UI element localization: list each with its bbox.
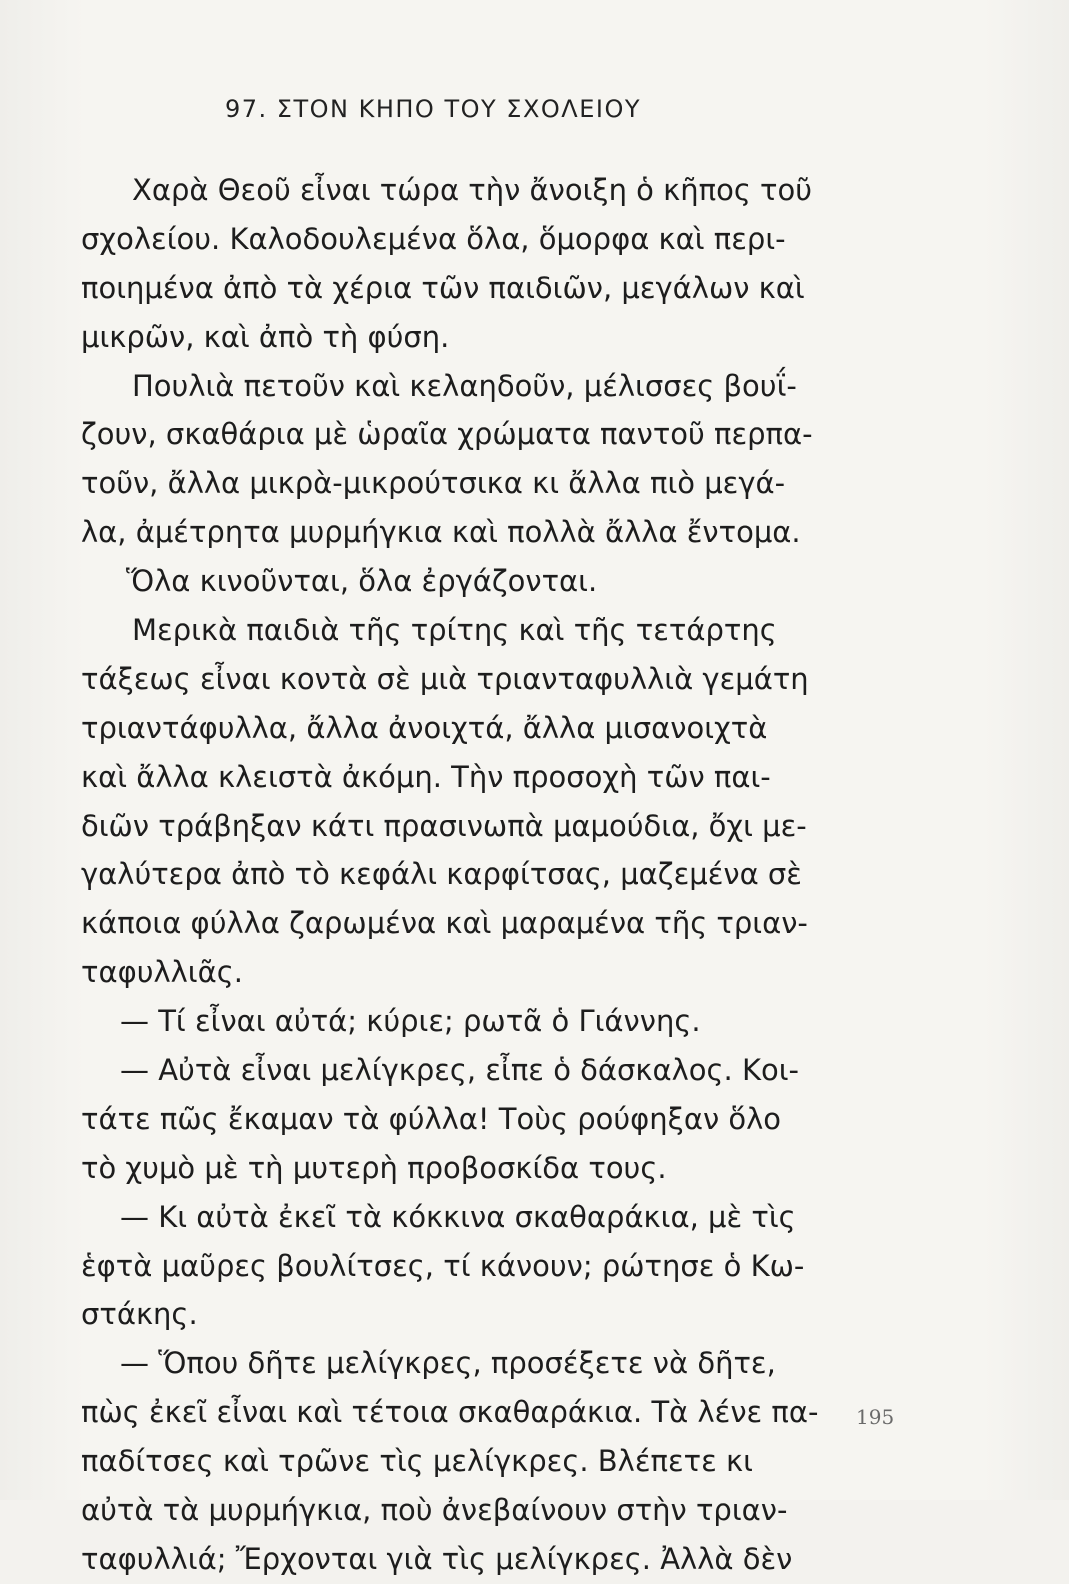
text-line: μικρῶν, καὶ ἀπὸ τὴ φύση. [81,319,450,354]
text-line: Πουλιὰ πετοῦν καὶ κελαηδοῦν, μέλισσες βουΐ- [132,368,797,403]
text-line: πὼς ἐκεῖ εἶναι καὶ τέτοια σκαθαράκια. Τὰ λένε πα- [81,1395,819,1430]
text-line: — Ὅπου δῆτε μελίγκρες, προσέξετε νὰ δῆτε, [120,1346,776,1381]
text-line: τὸ χυμὸ μὲ τὴ μυτερὴ προβοσκίδα τους. [81,1150,667,1185]
text-line: ζουν, σκαθάρια μὲ ὡραῖα χρώματα παντοῦ περπα- [81,417,813,452]
text-line: Χαρὰ Θεοῦ εἶναι τώρα τὴν ἄνοιξη ὁ κῆπος τοῦ [132,173,813,207]
text-line: γαλύτερα ἀπὸ τὸ κεφάλι καρφίτσας, μαζεμένα σὲ [81,857,802,892]
text-line: — Τί εἶναι αὐτά; κύριε; ρωτᾶ ὁ Γιάννης. [120,1004,701,1039]
text-line: τάξεως εἶναι κοντὰ σὲ μιὰ τριανταφυλλιὰ γεμάτη [81,661,809,696]
text-line: Μερικὰ παιδιὰ τῆς τρίτης καὶ τῆς τετάρτης [132,613,777,648]
text-line: Ὅλα κινοῦνται, ὅλα ἐργάζονται. [126,564,598,599]
text-line: ταφυλλιᾶς. [81,955,243,990]
chapter-heading: 97. ΣΤΟΝ ΚΗΠΟ ΤΟΥ ΣΧΟΛΕΙΟΥ [225,95,641,123]
text-line: κάποια φύλλα ζαρωμένα καὶ μαραμένα τῆς τριαν- [81,906,808,941]
page-number: 195 [856,1405,895,1429]
text-line: ταφυλλιά; Ἔρχονται γιὰ τὶς μελίγκρες. Ἀλλὰ δὲν [81,1541,793,1576]
text-line: τριαντάφυλλα, ἄλλα ἀνοιχτά, ἄλλα μισανοιχτὰ [81,710,768,745]
text-line: — Κι αὐτὰ ἐκεῖ τὰ κόκκινα σκαθαράκια, μὲ τὶς [120,1199,796,1234]
text-line: — Αὐτὰ εἶναι μελίγκρες, εἶπε ὁ δάσκαλος. Κοι- [120,1053,800,1088]
text-line: σχολείου. Καλοδουλεμένα ὅλα, ὅμορφα καὶ περι- [81,221,786,256]
text-line: παδίτσες καὶ τρῶνε τὶς μελίγκρες. Βλέπετε κι [81,1444,753,1479]
text-line: αὐτὰ τὰ μυρμήγκια, ποὺ ἀνεβαίνουν στὴν τριαν- [81,1493,788,1528]
text-line: λα, ἀμέτρητα μυρμήγκια καὶ πολλὰ ἄλλα ἔντομα. [81,515,801,550]
text-line: ποιημένα ἀπὸ τὰ χέρια τῶν παιδιῶν, μεγάλων καὶ [81,270,805,305]
text-line: τάτε πῶς ἔκαμαν τὰ φύλλα! Τοὺς ρούφηξαν ὅλο [81,1101,782,1136]
text-line: τοῦν, ἄλλα μικρὰ-μικρούτσικα κι ἄλλα πιὸ μεγά- [81,466,786,501]
text-line: διῶν τράβηξαν κάτι πρασινωπὰ μαμούδια, ὄχι με- [81,808,807,843]
text-line: στάκης. [81,1297,198,1332]
body-text [81,166,902,1584]
text-line: ἑφτὰ μαῦρες βουλίτσες, τί κάνουν; ρώτησε ὁ Κω- [81,1248,805,1283]
text-line: καὶ ἄλλα κλειστὰ ἀκόμη. Τὴν προσοχὴ τῶν παι- [81,759,771,794]
